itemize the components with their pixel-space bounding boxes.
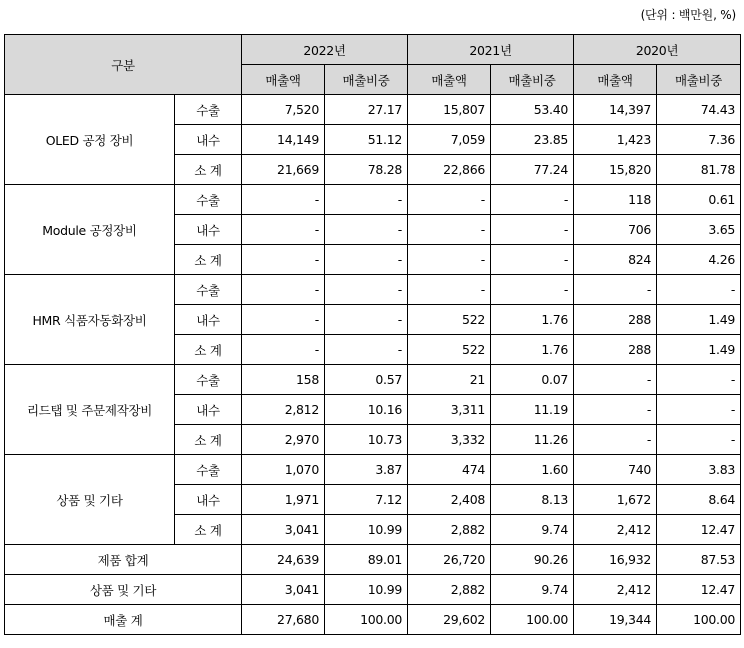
- sales-value: 2,412: [574, 515, 657, 545]
- unit-note: (단위 : 백만원, %): [640, 8, 736, 22]
- ratio-value: 23.85: [491, 125, 574, 155]
- sales-value: 522: [408, 335, 491, 365]
- ratio-value: 90.26: [491, 545, 574, 575]
- ratio-value: 1.49: [657, 305, 741, 335]
- ratio-value: -: [491, 275, 574, 305]
- row-label: 내수: [175, 395, 242, 425]
- ratio-value: 3.65: [657, 215, 741, 245]
- header-ratio: 매출비중: [657, 65, 741, 95]
- ratio-value: 51.12: [325, 125, 408, 155]
- sales-value: 118: [574, 185, 657, 215]
- header-year-2021: 2021년: [408, 35, 574, 65]
- ratio-value: 8.64: [657, 485, 741, 515]
- table-row: [5, 185, 741, 215]
- row-label: 내수: [175, 215, 242, 245]
- table-row: [5, 455, 741, 485]
- ratio-value: -: [325, 185, 408, 215]
- sales-value: -: [242, 335, 325, 365]
- row-label: 수출: [175, 365, 242, 395]
- sales-value: 16,932: [574, 545, 657, 575]
- ratio-value: 10.16: [325, 395, 408, 425]
- sales-value: 2,882: [408, 575, 491, 605]
- ratio-value: 53.40: [491, 95, 574, 125]
- sales-value: 288: [574, 305, 657, 335]
- ratio-value: 74.43: [657, 95, 741, 125]
- row-label: 내수: [175, 305, 242, 335]
- sales-value: 1,971: [242, 485, 325, 515]
- sales-value: -: [242, 305, 325, 335]
- sales-value: 1,423: [574, 125, 657, 155]
- header-year-2020: 2020년: [574, 35, 741, 65]
- sales-value: -: [574, 275, 657, 305]
- ratio-value: 9.74: [491, 575, 574, 605]
- sales-value: 1,672: [574, 485, 657, 515]
- sales-value: 15,807: [408, 95, 491, 125]
- sales-value: 22,866: [408, 155, 491, 185]
- table-row: [5, 365, 741, 395]
- ratio-value: 77.24: [491, 155, 574, 185]
- ratio-value: 89.01: [325, 545, 408, 575]
- sales-value: 29,602: [408, 605, 491, 635]
- ratio-value: 78.28: [325, 155, 408, 185]
- ratio-value: 4.26: [657, 245, 741, 275]
- ratio-value: 9.74: [491, 515, 574, 545]
- ratio-value: 0.07: [491, 365, 574, 395]
- header-year-2022: 2022년: [242, 35, 408, 65]
- sales-value: 21: [408, 365, 491, 395]
- row-label: 수출: [175, 275, 242, 305]
- ratio-value: 12.47: [657, 515, 741, 545]
- group-name: OLED 공정 장비: [5, 95, 175, 185]
- sales-value: -: [242, 185, 325, 215]
- total-row: [5, 545, 741, 575]
- sales-value: -: [408, 245, 491, 275]
- ratio-value: -: [325, 215, 408, 245]
- header-row-years: [5, 35, 741, 65]
- sales-value: 26,720: [408, 545, 491, 575]
- sales-value: 2,882: [408, 515, 491, 545]
- total-row: [5, 575, 741, 605]
- row-label: 소 계: [175, 245, 242, 275]
- header-sales: 매출액: [408, 65, 491, 95]
- total-label: 제품 합계: [5, 545, 242, 575]
- ratio-value: -: [325, 245, 408, 275]
- ratio-value: 87.53: [657, 545, 741, 575]
- sales-value: -: [574, 395, 657, 425]
- ratio-value: -: [657, 365, 741, 395]
- ratio-value: -: [657, 395, 741, 425]
- ratio-value: -: [325, 335, 408, 365]
- sales-value: 2,412: [574, 575, 657, 605]
- sales-value: -: [242, 245, 325, 275]
- ratio-value: 11.19: [491, 395, 574, 425]
- ratio-value: -: [491, 245, 574, 275]
- row-label: 소 계: [175, 515, 242, 545]
- row-label: 수출: [175, 95, 242, 125]
- sales-value: 21,669: [242, 155, 325, 185]
- row-label: 소 계: [175, 155, 242, 185]
- sales-value: 2,812: [242, 395, 325, 425]
- sales-value: 7,520: [242, 95, 325, 125]
- sales-value: 3,041: [242, 575, 325, 605]
- sales-value: 14,149: [242, 125, 325, 155]
- ratio-value: 10.73: [325, 425, 408, 455]
- ratio-value: 11.26: [491, 425, 574, 455]
- ratio-value: -: [325, 275, 408, 305]
- ratio-value: 100.00: [657, 605, 741, 635]
- sales-value: 158: [242, 365, 325, 395]
- ratio-value: -: [491, 185, 574, 215]
- ratio-value: 1.60: [491, 455, 574, 485]
- ratio-value: 1.49: [657, 335, 741, 365]
- sales-value: 27,680: [242, 605, 325, 635]
- row-label: 내수: [175, 125, 242, 155]
- ratio-value: 0.57: [325, 365, 408, 395]
- ratio-value: 3.87: [325, 455, 408, 485]
- sales-value: 2,970: [242, 425, 325, 455]
- ratio-value: 12.47: [657, 575, 741, 605]
- group-name: 리드탭 및 주문제작장비: [5, 365, 175, 455]
- total-row: [5, 605, 741, 635]
- total-label: 상품 및 기타: [5, 575, 242, 605]
- total-label: 매출 계: [5, 605, 242, 635]
- sales-value: 3,311: [408, 395, 491, 425]
- group-name: Module 공정장비: [5, 185, 175, 275]
- ratio-value: -: [325, 305, 408, 335]
- sales-value: -: [408, 185, 491, 215]
- table-row: [5, 275, 741, 305]
- sales-value: 522: [408, 305, 491, 335]
- group-name: 상품 및 기타: [5, 455, 175, 545]
- header-ratio: 매출비중: [325, 65, 408, 95]
- row-label: 소 계: [175, 425, 242, 455]
- sales-value: -: [408, 275, 491, 305]
- sales-value: -: [574, 365, 657, 395]
- sales-value: 19,344: [574, 605, 657, 635]
- sales-table: [4, 34, 741, 635]
- sales-value: 474: [408, 455, 491, 485]
- ratio-value: -: [491, 215, 574, 245]
- sales-value: 740: [574, 455, 657, 485]
- sales-value: 3,041: [242, 515, 325, 545]
- ratio-value: 3.83: [657, 455, 741, 485]
- sales-value: 15,820: [574, 155, 657, 185]
- row-label: 내수: [175, 485, 242, 515]
- ratio-value: 10.99: [325, 575, 408, 605]
- header-sales: 매출액: [574, 65, 657, 95]
- ratio-value: 1.76: [491, 305, 574, 335]
- ratio-value: 0.61: [657, 185, 741, 215]
- row-label: 수출: [175, 185, 242, 215]
- ratio-value: -: [657, 425, 741, 455]
- ratio-value: 27.17: [325, 95, 408, 125]
- ratio-value: 1.76: [491, 335, 574, 365]
- sales-value: 288: [574, 335, 657, 365]
- header-ratio: 매출비중: [491, 65, 574, 95]
- header-sales: 매출액: [242, 65, 325, 95]
- sales-value: 706: [574, 215, 657, 245]
- sales-value: -: [574, 425, 657, 455]
- sales-value: -: [408, 215, 491, 245]
- header-category: 구분: [5, 35, 242, 95]
- ratio-value: 100.00: [491, 605, 574, 635]
- sales-value: -: [242, 275, 325, 305]
- sales-value: 1,070: [242, 455, 325, 485]
- sales-value: 2,408: [408, 485, 491, 515]
- ratio-value: 7.36: [657, 125, 741, 155]
- sales-value: -: [242, 215, 325, 245]
- ratio-value: 10.99: [325, 515, 408, 545]
- sales-value: 3,332: [408, 425, 491, 455]
- row-label: 소 계: [175, 335, 242, 365]
- sales-value: 24,639: [242, 545, 325, 575]
- ratio-value: 7.12: [325, 485, 408, 515]
- row-label: 수출: [175, 455, 242, 485]
- ratio-value: 8.13: [491, 485, 574, 515]
- sales-value: 7,059: [408, 125, 491, 155]
- group-name: HMR 식품자동화장비: [5, 275, 175, 365]
- ratio-value: 81.78: [657, 155, 741, 185]
- table-row: [5, 95, 741, 125]
- ratio-value: -: [657, 275, 741, 305]
- ratio-value: 100.00: [325, 605, 408, 635]
- sales-value: 14,397: [574, 95, 657, 125]
- sales-value: 824: [574, 245, 657, 275]
